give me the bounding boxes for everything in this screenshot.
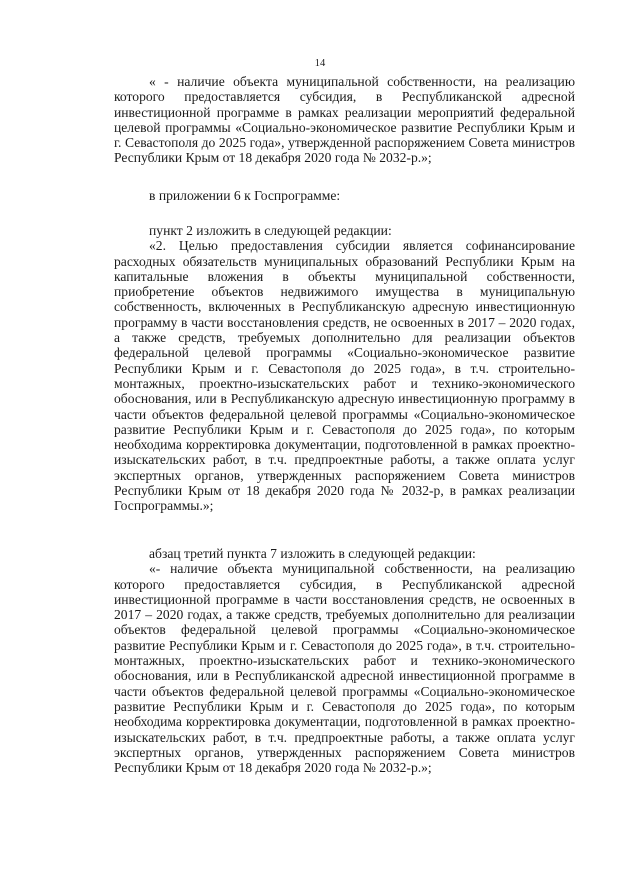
section-3 [114, 223, 575, 514]
section-1 [114, 74, 575, 166]
page-number: 14 [314, 58, 326, 69]
paragraph-item-7-heading: абзац третий пункта 7 изложить в следующей редакции: [149, 546, 476, 561]
paragraph-objective-clause: « - наличие объекта муниципальной собственности, на реализацию которого предоставляется субсидия, в Республиканской адресной инвестиционной программе в рамках реализации мероприятий федеральной целевой программы «Социально-экономическое развитие Республики Крым и г. Севастополя до 2025 года», утвержденной распоряжением Совета министров Республики Крым от 18 декабря 2020 года № 2032-р.»; [114, 74, 575, 166]
section-4 [114, 546, 575, 775]
paragraph-item-2-text: «2. Целью предоставления субсидии является софинансирование расходных обязательств муниципальных образований Республики Крым на капитальные вложения в объекты муниципальной собственности, приобретение объектов недвижимого имущества в муниципальную собственность, включенных в Республиканскую адресную инвестиционную программу в части восстановления средств, не освоенных в 2017 – 2020 годах, а также средств, требуемых дополнительно для реализации объектов федеральной целевой программы «Социально-экономическое развитие Республики Крым и г. Севастополя до 2025 года», в т.ч. строительно-монтажных, проектно-изыскательских работ и технико-экономического обоснования, или в Республиканскую адресную инвестиционную программу в части объектов федеральной целевой программы «Социально-экономическое развитие Республики Крым и г. Севастополя до 2025 года», по которым необходима корректировка документации, подготовленной в рамках проектно-изыскательских работ, в т.ч. предпроектные работы, а также оплата услуг экспертных органов, утвержденных распоряжением Совета министров Республики Крым от 18 декабря 2020 года № 2032-р, в рамках реализации Госпрограммы.»; [114, 238, 575, 514]
paragraph-appendix-6: в приложении 6 к Госпрограмме: [149, 188, 341, 203]
section-2 [114, 188, 575, 203]
paragraph-item-2-heading: пункт 2 изложить в следующей редакции: [149, 223, 392, 238]
paragraph-item-7-text: «- наличие объекта муниципальной собственности, на реализацию которого предоставляется субсидия, в Республиканской адресной инвестиционной программе в части восстановления средств, не освоенных в 2017 – 2020 годах, а также средств, требуемых дополнительно для реализации объектов федеральной целевой программы «Социально-экономическое развитие Республики Крым и г. Севастополя до 2025 года», в т.ч. строительно-монтажных, проектно-изыскательских работ и технико-экономического обоснования, или в Республиканской адресной инвестиционной программе в части объектов федеральной целевой программы «Социально-экономическое развитие Республики Крым и г. Севастополя до 2025 года», по которым необходима корректировка документации, подготовленной в рамках проектно-изыскательских работ, в т.ч. предпроектные работы, а также оплата услуг экспертных органов, утвержденных распоряжением Совета министров Республики Крым от 18 декабря 2020 года № 2032-р.»; [114, 561, 575, 776]
